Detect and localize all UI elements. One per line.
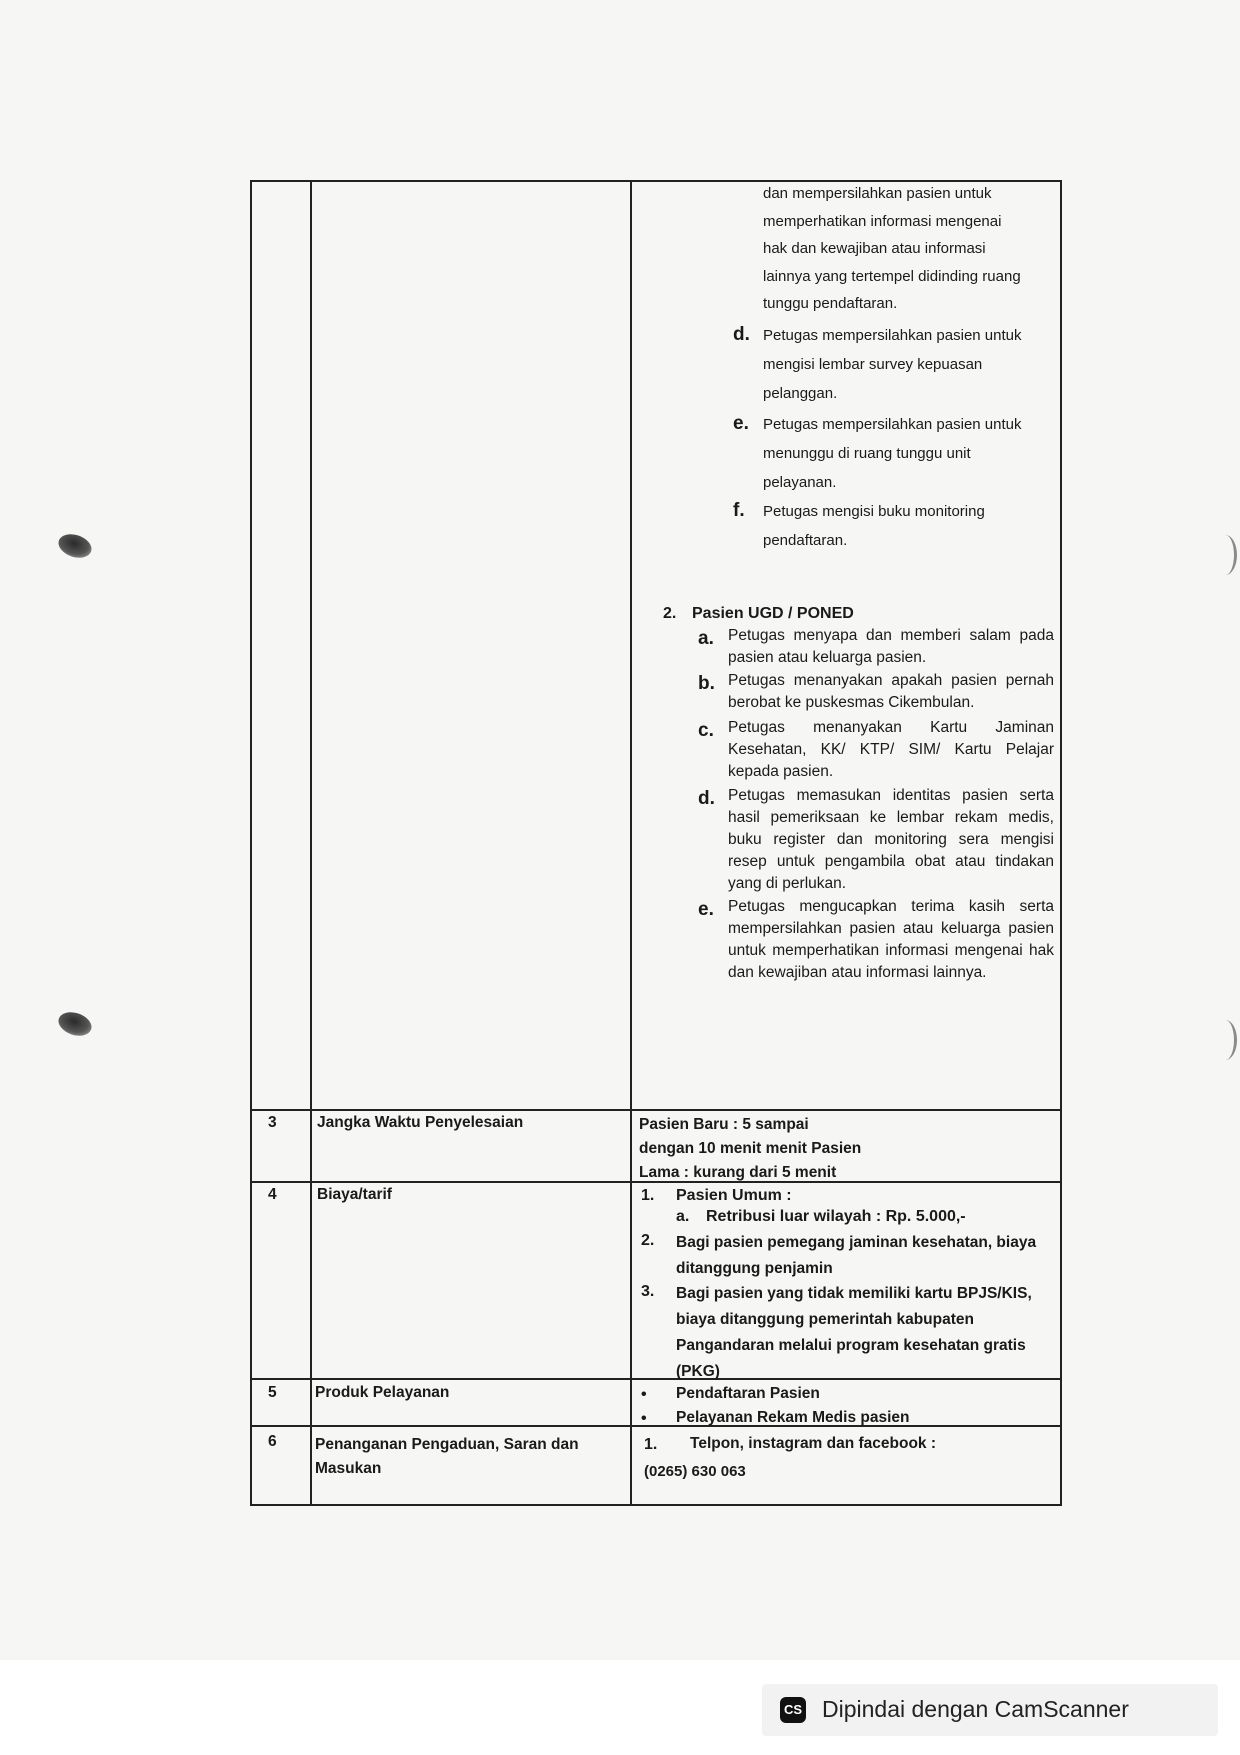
text-line: Lama : kurang dari 5 menit <box>639 1164 837 1181</box>
text-line: ditanggung penjamin <box>676 1260 833 1277</box>
list-marker: 2. <box>641 1232 655 1249</box>
bullet-icon: • <box>641 1386 647 1403</box>
text-line: lainnya yang tertempel didinding ruang <box>763 267 1021 285</box>
text-line: Pangandaran melalui program kesehatan gratis <box>676 1337 1026 1354</box>
list-item: Pendaftaran Pasien <box>676 1385 820 1402</box>
list-marker: b. <box>698 673 715 694</box>
text-line: Bagi pasien yang tidak memiliki kartu BPJS/KIS, <box>676 1285 1032 1302</box>
list-item: Pasien Umum : <box>676 1187 792 1204</box>
list-marker: c. <box>698 720 714 741</box>
text-line: pelayanan. <box>763 474 837 491</box>
list-item: Petugas mengucapkan terima kasih serta mempersilahkan pasien atau keluarga pasien untuk memperhatikan informasi mengenai hak dan kewajiban atau informasi lainnya. <box>728 898 1054 981</box>
punch-hole-icon <box>1214 535 1237 575</box>
list-marker: e. <box>698 899 714 920</box>
bullet-icon: • <box>641 1410 647 1427</box>
text-line: Pasien Baru : 5 sampai <box>639 1116 809 1133</box>
camscanner-text: Dipindai dengan CamScanner <box>822 1696 1129 1722</box>
text-line: dengan 10 menit menit Pasien <box>639 1140 862 1157</box>
camscanner-logo-icon: CS <box>780 1697 806 1723</box>
row-content <box>639 1113 1049 1185</box>
row-label: Jangka Waktu Penyelesaian <box>317 1114 524 1131</box>
table-border <box>250 1109 1062 1111</box>
row-number: 3 <box>268 1114 277 1131</box>
row-label <box>315 1433 579 1481</box>
list-item: Telpon, instagram dan facebook : <box>690 1435 937 1452</box>
list-item <box>763 497 1053 555</box>
row-number: 4 <box>268 1186 277 1203</box>
text-line: tunggu pendaftaran. <box>763 295 898 312</box>
list-item: Petugas menanyakan Kartu Jaminan Kesehatan, KK/ KTP/ SIM/ Kartu Pelajar kepada pasien. <box>728 719 1054 780</box>
row-number: 6 <box>268 1433 277 1450</box>
text-line: menunggu di ruang tunggu unit <box>763 445 971 462</box>
text-line: memperhatikan informasi mengenai <box>763 212 1002 230</box>
list-item <box>763 410 1053 497</box>
list-item: Petugas menyapa dan memberi salam pada pasien atau keluarga pasien. <box>728 627 1054 666</box>
section-number: 2. <box>663 605 677 622</box>
list-marker: 1. <box>641 1187 655 1204</box>
text-line: pendaftaran. <box>763 532 848 549</box>
list-marker: 1. <box>644 1436 658 1453</box>
row-label: Biaya/tarif <box>317 1186 392 1203</box>
list-marker: a. <box>676 1208 690 1225</box>
section-title: Pasien UGD / PONED <box>692 605 854 622</box>
list-marker: d. <box>698 788 715 809</box>
text-line: hak dan kewajiban atau informasi <box>763 240 986 257</box>
text-line: mengisi lembar survey kepuasan <box>763 356 983 373</box>
text-line: Petugas mempersilahkan pasien untuk <box>763 416 1022 433</box>
table-border <box>250 1504 1062 1506</box>
list-item <box>676 1281 1056 1385</box>
list-item <box>763 321 1053 408</box>
list-marker: 3. <box>641 1283 655 1300</box>
text-line: Masukan <box>315 1460 382 1477</box>
list-item <box>676 1230 1056 1282</box>
list-item: Retribusi luar wilayah : Rp. 5.000,- <box>706 1208 966 1225</box>
text-line: (PKG) <box>676 1363 720 1380</box>
row-label: Produk Pelayanan <box>315 1384 450 1401</box>
list-item: Petugas memasukan identitas pasien serta hasil pemeriksaan ke lembar rekam medis, buku register dan monitoring sera mengisi resep untuk pengambila obat atau tindakan yang di perlukan. <box>728 787 1054 892</box>
table-border <box>250 1425 1062 1427</box>
table-border <box>630 180 632 1506</box>
text-line: Bagi pasien pemegang jaminan kesehatan, biaya <box>676 1234 1037 1251</box>
text-line: biaya ditanggung pemerintah kabupaten <box>676 1311 974 1328</box>
text-line: Penanganan Pengaduan, Saran dan <box>315 1436 579 1453</box>
item-c-continuation <box>763 180 1053 318</box>
text-line: dan mempersilahkan pasien untuk <box>763 185 992 202</box>
list-marker: d. <box>733 324 750 345</box>
text-line: pelanggan. <box>763 385 838 402</box>
punch-hole-icon <box>1214 1020 1237 1060</box>
text-line: Petugas mengisi buku monitoring <box>763 503 985 520</box>
list-marker: f. <box>733 500 745 521</box>
camscanner-watermark <box>762 1684 1218 1736</box>
text-line: Petugas mempersilahkan pasien untuk <box>763 327 1022 344</box>
list-item: Pelayanan Rekam Medis pasien <box>676 1409 910 1426</box>
table-border <box>1060 180 1062 1506</box>
row-number: 5 <box>268 1384 277 1401</box>
list-item: Petugas menanyakan apakah pasien pernah berobat ke puskesmas Cikembulan. <box>728 672 1054 711</box>
table-border <box>310 180 312 1506</box>
table-border <box>250 180 252 1506</box>
list-marker: e. <box>733 413 749 434</box>
phone-number: (0265) 630 063 <box>644 1463 746 1480</box>
list-marker: a. <box>698 628 714 649</box>
